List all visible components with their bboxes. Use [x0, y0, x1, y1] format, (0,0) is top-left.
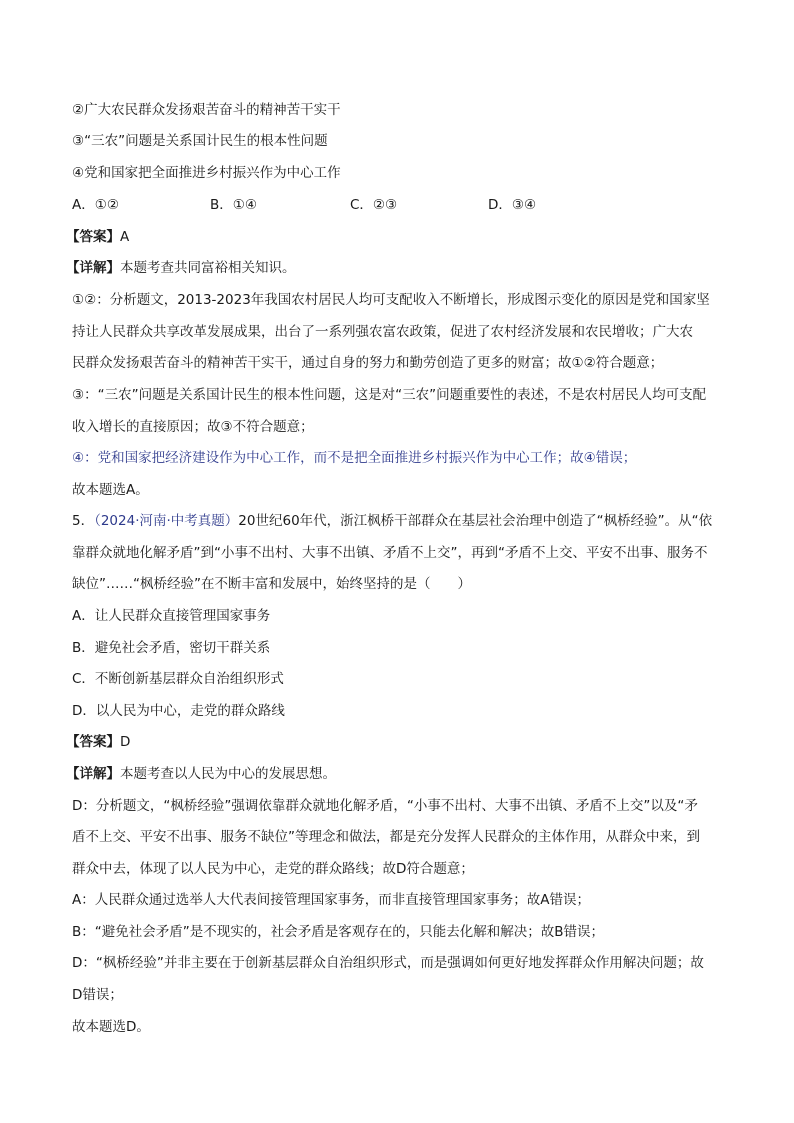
- q5-analysis-d-line2: 盾不上交、平安不出事、服务不缺位”等理念和做法，都是充分发挥人民群众的主体作用，从群众中来，到: [72, 829, 700, 845]
- q5-stem-line1: [72, 511, 732, 531]
- q5-conclusion: 故本题选D。: [72, 1019, 150, 1035]
- question-source: （2024·河南·中考真题）: [94, 513, 239, 529]
- q4-choice-b: B．①④: [210, 197, 257, 213]
- q5-analysis-c-line2: D错误；: [72, 987, 123, 1003]
- q4-analysis-p2-line2: 收入增长的直接原因；故③不符合题意；: [72, 419, 314, 435]
- q4-choices: [72, 195, 732, 215]
- answer-tag: 【答案】: [66, 734, 120, 750]
- q5-analysis-b-line1: B：“避免社会矛盾”是不现实的，社会矛盾是客观存在的，只能去化解和解决；故B错误；: [72, 924, 605, 940]
- q5-analysis-a-line1: A：人民群众通过选举人大代表间接管理国家事务，而非直接管理国家事务；故A错误；: [72, 892, 590, 908]
- option-3-text: ③“三农”问题是关系国计民生的根本性问题: [72, 133, 328, 149]
- q4-analysis-p1-line3: 民群众发扬艰苦奋斗的精神苦干实干，通过自身的努力和勤劳创造了更多的财富；故①②符合题意；: [72, 355, 664, 371]
- q5-option-b: B．避免社会矛盾，密切干群关系: [72, 640, 271, 656]
- q5-option-c: C．不断创新基层群众自治组织形式: [72, 671, 284, 687]
- q4-analysis-p2-line1: ③：“三农”问题是关系国计民生的根本性问题，这是对“三农”问题重要性的表述，不是农村居民人均可支配: [72, 387, 707, 403]
- q4-detail: [66, 258, 726, 278]
- q5-analysis-c-line1: D：“枫桥经验”并非主要在于创新基层群众自治组织形式，而是强调如何更好地发挥群众作用解决问题；故: [72, 955, 704, 971]
- q5-stem-line2: 靠群众就地化解矛盾”到“小事不出村、大事不出镇、矛盾不上交”，再到“矛盾不上交、平安不出事、服务不: [72, 545, 708, 561]
- q4-analysis-p1-line1: ①②：分析题文，2013-2023年我国农村居民人均可支配收入不断增长，形成图示变化的原因是党和国家坚: [72, 292, 710, 308]
- option-4-text: ④党和国家把全面推进乡村振兴作为中心工作: [72, 165, 341, 181]
- q4-conclusion: 故本题选A。: [72, 482, 149, 498]
- q4-answer: [66, 227, 726, 247]
- q4-analysis-p1-line2: 持让人民群众共享改革发展成果，出台了一系列强农富农政策，促进了农村经济发展和农民增收；广大农: [72, 324, 693, 340]
- answer-tag: 【答案】: [66, 229, 120, 245]
- q4-choice-d: D．③④: [488, 197, 537, 213]
- answer-value: D: [120, 734, 131, 750]
- q4-choice-c: C．②③: [350, 197, 398, 213]
- detail-tag: 【详解】: [66, 766, 120, 782]
- answer-value: A: [120, 229, 130, 245]
- q5-answer: [66, 732, 726, 752]
- detail-intro: 本题考查共同富裕相关知识。: [120, 260, 296, 276]
- question-stem: 20世纪60年代，浙江枫桥干部群众在基层社会治理中创造了“枫桥经验”。从“依: [238, 513, 713, 529]
- q5-option-a: A．让人民群众直接管理国家事务: [72, 608, 271, 624]
- question-number: 5．: [72, 513, 95, 529]
- q5-analysis-d-line1: D：分析题文，“枫桥经验”强调依靠群众就地化解矛盾，“小事不出村、大事不出镇、矛盾不上交”以及“矛: [72, 798, 698, 814]
- q5-detail: [66, 764, 726, 784]
- q5-stem-line3: 缺位”……“枫桥经验”在不断丰富和发展中，始终坚持的是（ ）: [72, 576, 471, 592]
- q4-analysis-p3-line1: ④：党和国家把经济建设作为中心工作，而不是把全面推进乡村振兴作为中心工作；故④错误；: [72, 450, 637, 466]
- option-2-text: ②广大农民群众发扬艰苦奋斗的精神苦干实干: [72, 102, 341, 118]
- detail-intro: 本题考查以人民为中心的发展思想。: [120, 766, 336, 782]
- q4-choice-a: A．①②: [72, 197, 119, 213]
- q5-option-d: D．以人民为中心，走党的群众路线: [72, 703, 285, 719]
- q5-analysis-d-line3: 群众中去，体现了以人民为中心，走党的群众路线；故D符合题意；: [72, 861, 474, 877]
- detail-tag: 【详解】: [66, 260, 120, 276]
